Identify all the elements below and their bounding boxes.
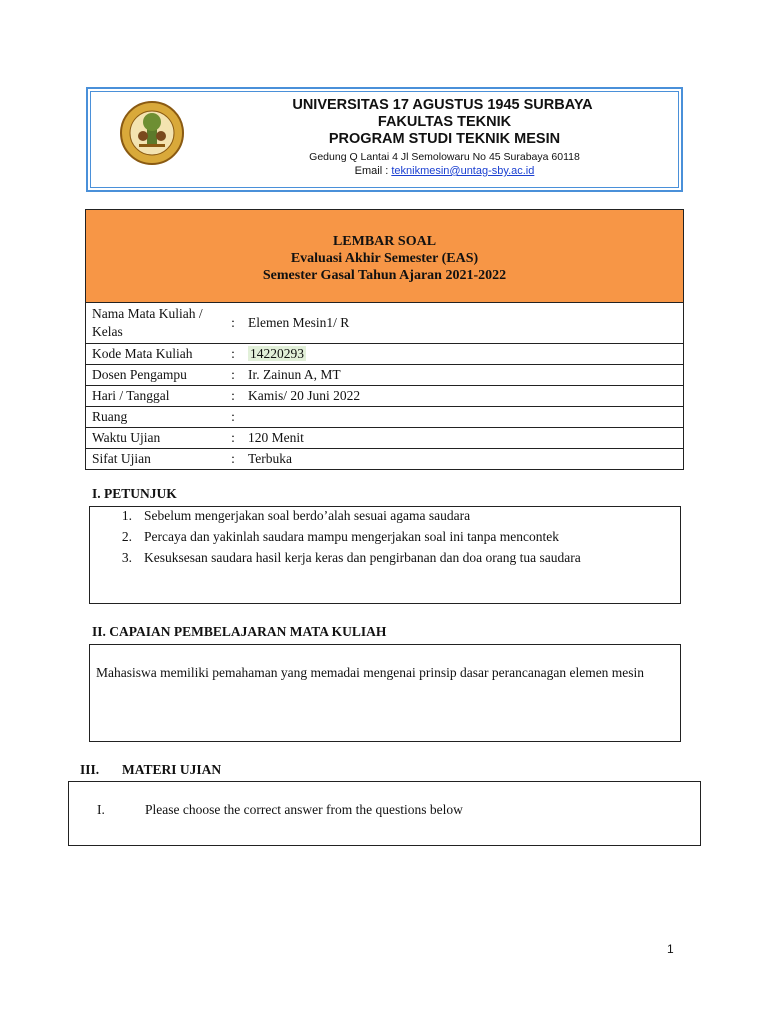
materi-item-number: I.: [97, 802, 105, 817]
info-label: Ruang: [86, 407, 229, 428]
info-row-date: [86, 386, 684, 407]
materi-item: [97, 802, 463, 818]
page-number: 1: [667, 942, 674, 956]
info-value: Elemen Mesin1/ R: [238, 303, 684, 344]
info-label: Waktu Ujian: [86, 428, 229, 449]
section-petunjuk-heading: I. PETUNJUK: [92, 486, 177, 501]
section-materi-heading: MATERI UJIAN: [122, 762, 222, 777]
faculty-name: FAKULTAS TEKNIK: [377, 114, 512, 130]
sheet-subtitle: Evaluasi Akhir Semester (EAS): [290, 250, 479, 266]
exam-info-table: [85, 209, 684, 470]
email-label: Email :: [354, 165, 392, 177]
info-row-course: [86, 303, 684, 344]
info-value: Kamis/ 20 Juni 2022: [238, 386, 684, 407]
info-row-code: [86, 344, 684, 365]
info-separator: :: [228, 303, 238, 344]
list-item-number: 3.: [121, 550, 132, 565]
info-label: Sifat Ujian: [86, 449, 229, 470]
university-name: UNIVERSITAS 17 AGUSTUS 1945 SURBAYA: [292, 97, 593, 113]
info-label: Dosen Pengampu: [86, 365, 229, 386]
materi-box: [68, 781, 701, 846]
list-item-text: Sebelum mengerjakan soal berdo’alah sesuai agama saudara: [144, 508, 471, 523]
info-label: Kode Mata Kuliah: [86, 344, 229, 365]
info-value: 120 Menit: [238, 428, 684, 449]
info-row-room: [86, 407, 684, 428]
info-separator: :: [228, 365, 238, 386]
info-value-cell: [238, 344, 684, 365]
petunjuk-list: [108, 505, 581, 568]
letterhead: [86, 87, 683, 192]
list-item: [108, 505, 581, 526]
info-label: Hari / Tanggal: [86, 386, 229, 407]
list-item-number: 2.: [121, 529, 132, 544]
info-value: Terbuka: [238, 449, 684, 470]
list-item-text: Percaya dan yakinlah saudara mampu mengerjakan soal ini tanpa mencontek: [144, 529, 559, 544]
info-separator: :: [228, 344, 238, 365]
petunjuk-box: [89, 506, 681, 604]
info-separator: :: [228, 407, 238, 428]
info-row-exam-type: [86, 449, 684, 470]
sheet-header: [86, 210, 684, 303]
email-line: [91, 164, 678, 179]
info-value: Ir. Zainun A, MT: [238, 365, 684, 386]
section-capaian-heading: II. CAPAIAN PEMBELAJARAN MATA KULIAH: [92, 624, 387, 639]
section-materi-number: III.: [80, 762, 100, 777]
info-value: [238, 407, 684, 428]
info-label: Nama Mata Kuliah / Kelas: [86, 303, 229, 344]
list-item: [108, 526, 581, 547]
capaian-text: Mahasiswa memiliki pemahaman yang memadai mengenai prinsip dasar perancanagan elemen mesin: [96, 665, 645, 680]
info-separator: :: [228, 449, 238, 470]
sheet-semester: Semester Gasal Tahun Ajaran 2021-2022: [262, 267, 507, 283]
info-separator: :: [228, 428, 238, 449]
list-item-text: Kesuksesan saudara hasil kerja keras dan pengirbanan dan doa orang tua saudara: [144, 550, 581, 565]
capaian-box: [89, 644, 681, 742]
materi-item-text: Please choose the correct answer from the questions below: [145, 802, 463, 817]
info-row-lecturer: [86, 365, 684, 386]
program-name: PROGRAM STUDI TEKNIK MESIN: [328, 131, 561, 147]
sheet-title: LEMBAR SOAL: [332, 233, 437, 249]
info-row-duration: [86, 428, 684, 449]
course-code-highlight: 14220293: [250, 346, 304, 361]
info-separator: :: [228, 386, 238, 407]
email-link[interactable]: teknikmesin@untag-sby.ac.id: [391, 165, 535, 177]
list-item: [108, 547, 581, 568]
address: Gedung Q Lantai 4 Jl Semolowaru No 45 Surabaya 60118: [309, 151, 580, 163]
list-item-number: 1.: [121, 508, 132, 523]
